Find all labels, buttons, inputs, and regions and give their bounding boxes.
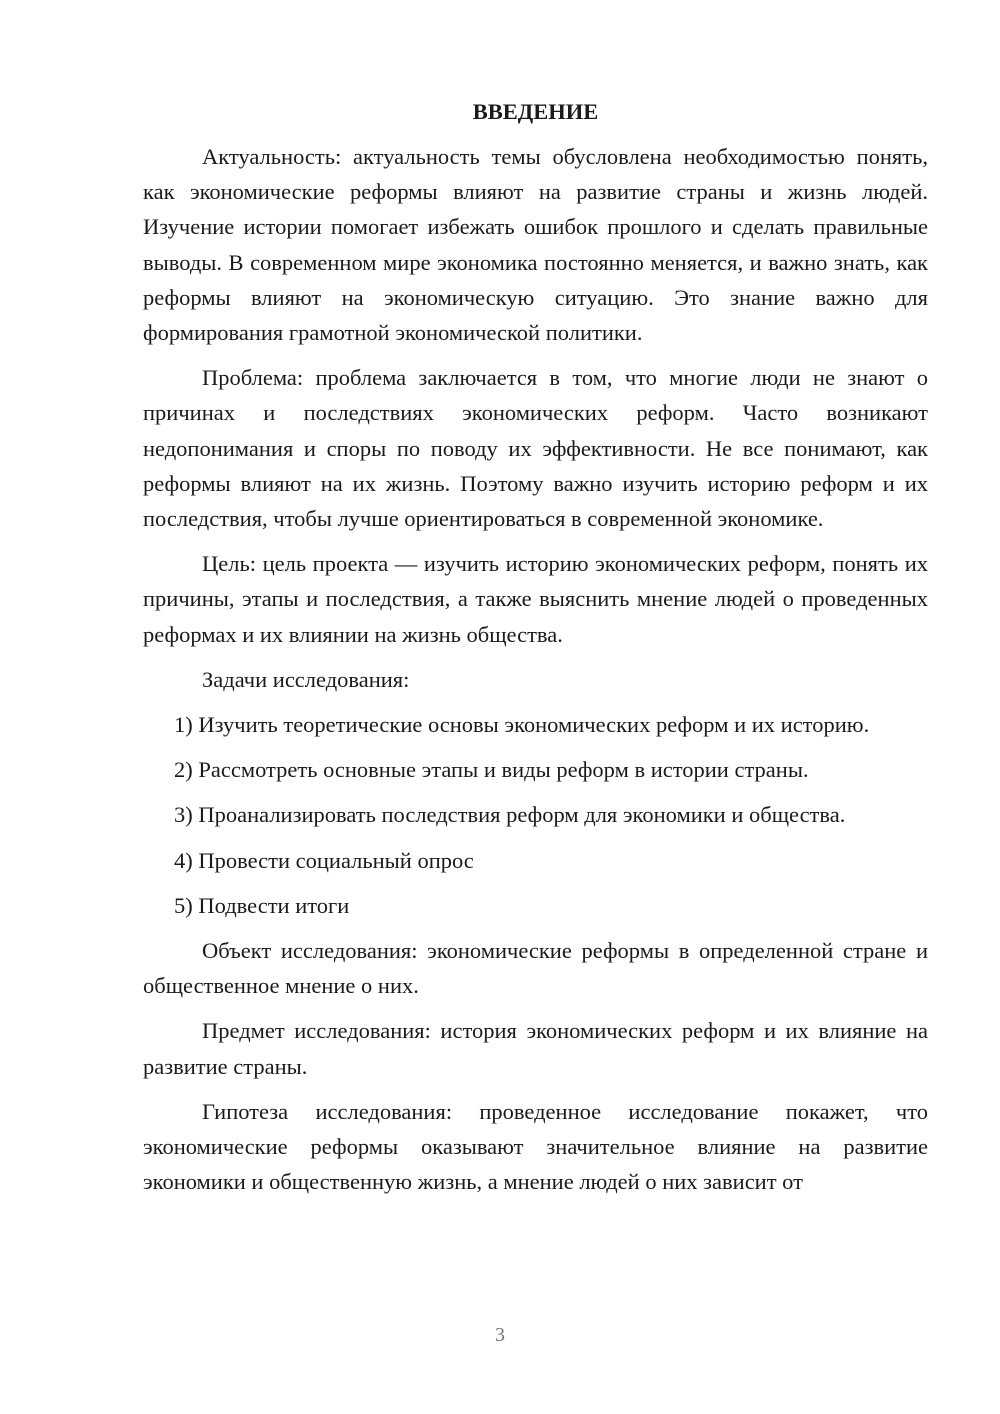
paragraph-relevance: Актуальность: актуальность темы обусловлена необходимостью понять, как экономические реформы влияют на развитие страны и жизнь людей. Изучение истории помогает избежать ошибок прошлого и сделать правильные выводы. В современном мире экономика постоянно меняется, и важно знать, как реформы влияют на экономическую ситуацию. Это знание важно для формирования грамотной экономической политики. [143,144,928,346]
page-number: 3 [495,1324,505,1346]
document-page [143,94,928,1209]
paragraph-problem: Проблема: проблема заключается в том, что многие люди не знают о причинах и последствиях экономических реформ. Часто возникают недопонимания и споры по поводу их эффективности. Не все понимают, как реформы влияют на их жизнь. Поэтому важно изучить историю реформ и их последствия, чтобы лучше ориентироваться в современной экономике. [143,365,928,532]
paragraph-goal: Цель: цель проекта — изучить историю экономических реформ, понять их причины, этапы и последствия, а также выяснить мнение людей о проведенных реформах и их влиянии на жизнь общества. [143,551,928,647]
task-item-3: 3) Проанализировать последствия реформ для экономики и общества. [174,802,846,828]
task-item-1: 1) Изучить теоретические основы экономических реформ и их историю. [174,712,870,738]
task-item-2: 2) Рассмотреть основные этапы и виды реформ в истории страны. [174,757,809,783]
tasks-heading: Задачи исследования: [202,666,410,692]
paragraph-hypothesis: Гипотеза исследования: проведенное исследование покажет, что экономические реформы оказывают значительное влияние на развитие экономики и общественную жизнь, а мнение людей о них зависит от [143,1098,928,1195]
section-title: ВВЕДЕНИЕ [472,99,599,124]
task-item-4: 4) Провести социальный опрос [174,847,474,873]
task-item-5: 5) Подвести итоги [174,892,350,918]
paragraph-object: Объект исследования: экономические реформы в определенной стране и общественное мнение о них. [143,938,928,999]
paragraph-subject: Предмет исследования: история экономических реформ и их влияние на развитие страны. [143,1018,928,1079]
